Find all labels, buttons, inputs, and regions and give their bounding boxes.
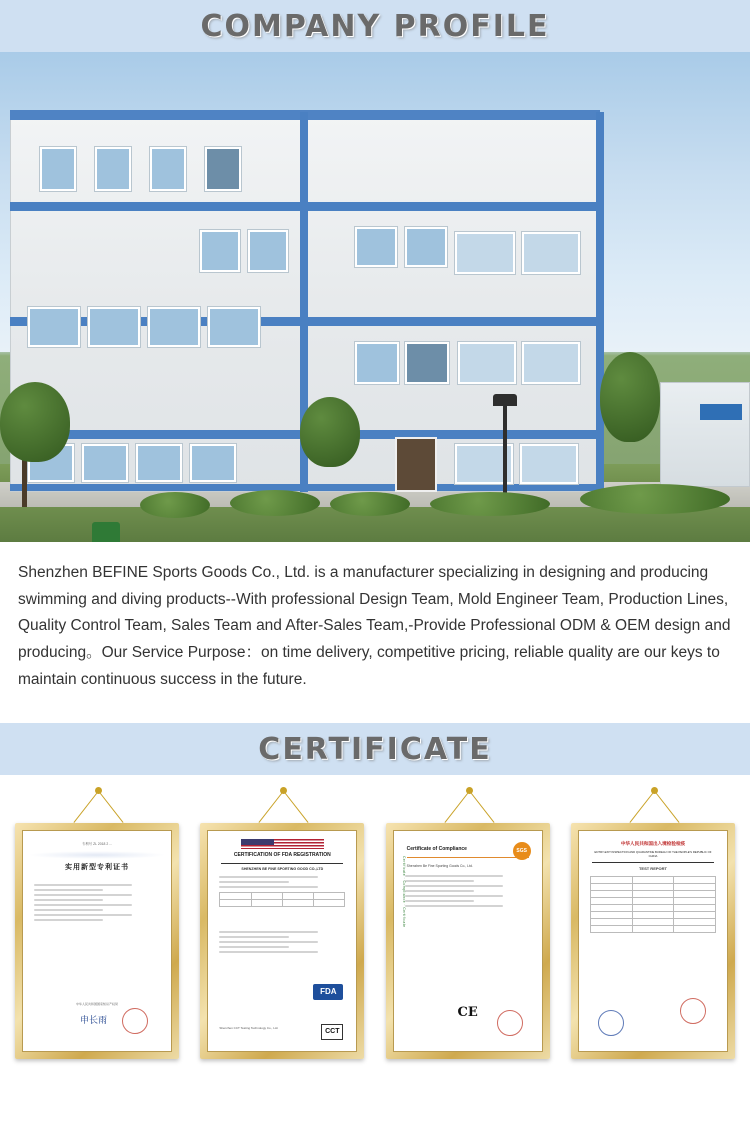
hanger-wire — [444, 791, 469, 823]
fda-table — [219, 892, 345, 907]
company-description: Shenzhen BEFINE Sports Goods Co., Ltd. is a manufacturer specializing in designing and producing swimming and diving products--With professional Design Team, Mold Engineer Team, Production Lines, Quality Control Team, Sales Team and After-Sales Team,-Provide Professional ODM & OEM design and producing。Our Service Purpose：on time delivery, competitive pricing, reliable quality are our keys to maintain continuous success in the future. — [18, 564, 731, 688]
window — [136, 444, 182, 482]
window — [28, 307, 80, 347]
window — [355, 227, 397, 267]
hanger-wire — [259, 791, 284, 823]
certificate-frame — [15, 823, 179, 1059]
certificate-frame — [571, 823, 735, 1059]
window — [455, 232, 515, 274]
frame-hanger — [232, 787, 332, 823]
certificate-banner — [0, 723, 750, 775]
window — [248, 230, 288, 272]
certificate-document — [213, 836, 351, 1046]
window — [88, 307, 140, 347]
tree — [300, 397, 360, 467]
fda-title: CERTIFICATION OF FDA REGISTRATION — [233, 852, 331, 859]
hanger-wire — [98, 791, 123, 823]
certificate-frame-inner — [578, 830, 728, 1052]
bush — [330, 492, 410, 516]
window — [148, 307, 200, 347]
window — [95, 147, 131, 191]
hanger-wire — [469, 791, 494, 823]
cct-logo-icon: CCT — [321, 1024, 343, 1040]
certificate-gallery — [0, 775, 750, 1059]
compliance-company: Shenzhen Be Fine Sporting Goods Co., Ltd. — [406, 863, 473, 868]
window — [458, 342, 516, 384]
certificate-title: CERTIFICATE — [258, 731, 492, 767]
window — [200, 230, 240, 272]
blue-seal-stamp-icon — [598, 1010, 624, 1036]
patent-title: 实用新型专利证书 — [65, 864, 129, 872]
fda-logo-icon: FDA — [313, 984, 343, 1000]
tree — [0, 382, 70, 462]
patent-issuer: 中华人民共和国国家知识产权局 — [75, 1001, 118, 1006]
window — [150, 147, 186, 191]
usa-flag-icon — [241, 839, 324, 849]
hanger-wire — [654, 791, 679, 823]
certificate-frame — [386, 823, 550, 1059]
certificate-document — [584, 836, 722, 1046]
window — [208, 307, 260, 347]
certificate-frame — [200, 823, 364, 1059]
certificate-item-patent[interactable] — [8, 787, 186, 1059]
inspection-table — [590, 876, 716, 933]
window — [405, 227, 447, 267]
bush — [140, 492, 210, 518]
fda-company: SHENZHEN BE FINE SPORTING GOOD CO.,LTD — [241, 866, 324, 871]
certificate-document — [28, 836, 166, 1046]
bush — [230, 490, 320, 516]
fda-issuer: Shenzhen CCT Testing Technology Co., Ltd. — [219, 1025, 279, 1030]
window — [40, 147, 76, 191]
company-profile-title: COMPANY PROFILE — [200, 8, 550, 44]
red-seal-stamp-icon — [497, 1010, 523, 1036]
section-divider — [0, 715, 750, 723]
tree — [600, 352, 660, 442]
frame-hanger — [603, 787, 703, 823]
frame-hanger — [418, 787, 518, 823]
red-seal-stamp-icon — [122, 1008, 148, 1034]
patent-doc-number: 专利号 ZL 2018 2 ... — [81, 842, 113, 847]
factory-building-photo — [0, 52, 750, 542]
window — [520, 444, 578, 484]
ce-mark-icon: CE — [457, 1004, 478, 1020]
window — [205, 147, 241, 191]
street-lamp-head — [493, 394, 517, 406]
inspection-title: 中华人民共和国出入境检验检疫 — [620, 841, 686, 847]
window — [82, 444, 128, 482]
building-vertical-stripe — [596, 112, 604, 492]
company-profile-banner — [0, 0, 750, 52]
red-seal-stamp-icon — [680, 998, 706, 1024]
bush — [430, 492, 550, 516]
window — [522, 342, 580, 384]
certificate-item-inspection[interactable] — [564, 787, 742, 1059]
certificate-item-fda[interactable] — [193, 787, 371, 1059]
compliance-side-text: Certificate · Compliance · Certificate — [401, 856, 406, 928]
side-building — [660, 382, 750, 487]
certificate-frame-inner — [393, 830, 543, 1052]
compliance-title: Certificate of Compliance — [406, 846, 467, 853]
certificate-frame-inner — [207, 830, 357, 1052]
frame-hanger — [47, 787, 147, 823]
side-building-sign — [700, 404, 742, 420]
hanger-wire — [283, 791, 308, 823]
window — [190, 444, 236, 482]
certificate-frame-inner — [22, 830, 172, 1052]
building-entrance-door — [395, 437, 437, 492]
bush — [580, 484, 730, 514]
hanger-wire — [73, 791, 98, 823]
hanger-wire — [629, 791, 654, 823]
patent-signature: 申长雨 — [80, 1015, 108, 1026]
inspection-subtitle: ENTRY-EXIT INSPECTION AND QUARANTINE BUREAU OF THE PEOPLE'S REPUBLIC OF CHINA — [594, 850, 712, 859]
trash-bin — [92, 522, 120, 542]
window — [355, 342, 399, 384]
inspection-report-label: TEST REPORT — [638, 865, 667, 871]
window — [522, 232, 580, 274]
window — [405, 342, 449, 384]
certificate-item-compliance[interactable] — [379, 787, 557, 1059]
certificate-document — [399, 836, 537, 1046]
sgs-logo-icon: SGS — [513, 842, 531, 860]
